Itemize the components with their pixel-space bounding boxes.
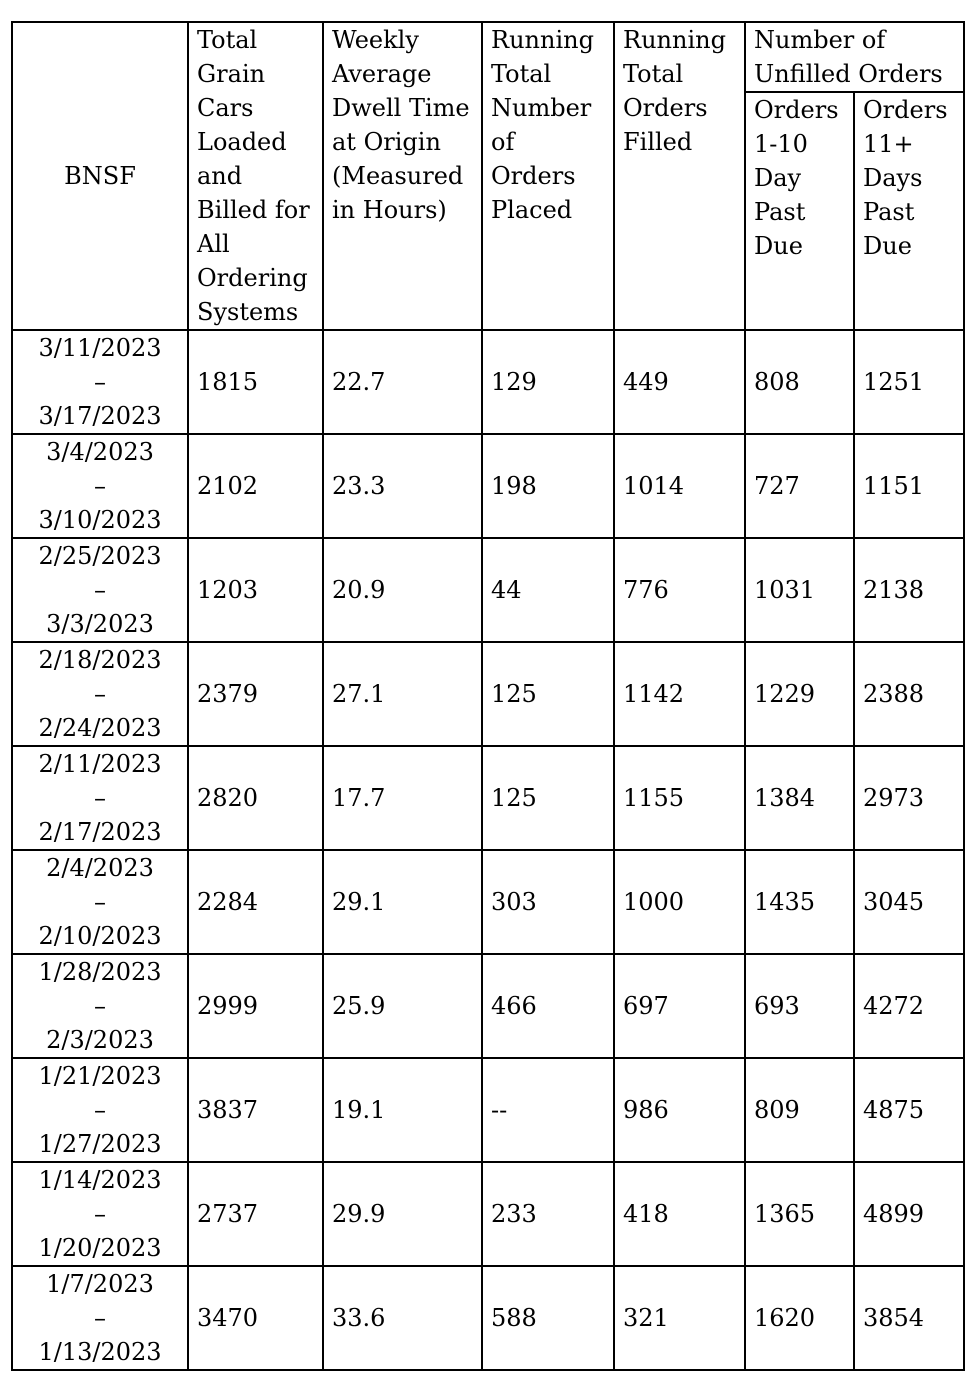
- header-orders-placed: Running Total Number of Orders Placed: [482, 22, 614, 330]
- date-separator: –: [94, 888, 106, 916]
- cell-orders-placed: 44: [482, 538, 614, 642]
- cell-orders-11-plus-days: 4875: [854, 1058, 964, 1162]
- cell-total-cars: 2999: [188, 954, 323, 1058]
- cell-orders-1-10-days: 693: [745, 954, 854, 1058]
- cell-orders-1-10-days: 1031: [745, 538, 854, 642]
- cell-orders-placed: 466: [482, 954, 614, 1058]
- cell-orders-filled: 1014: [614, 434, 745, 538]
- cell-date-range: [12, 954, 188, 1058]
- date-end: 1/27/2023: [38, 1130, 162, 1158]
- cell-orders-placed: 588: [482, 1266, 614, 1370]
- date-separator: –: [94, 472, 106, 500]
- date-start: 1/14/2023: [38, 1166, 162, 1194]
- cell-orders-placed: 125: [482, 642, 614, 746]
- cell-date-range: [12, 1058, 188, 1162]
- cell-orders-11-plus-days: 2973: [854, 746, 964, 850]
- cell-dwell-time: 20.9: [323, 538, 482, 642]
- date-start: 3/4/2023: [46, 438, 154, 466]
- cell-date-range: [12, 1162, 188, 1266]
- cell-orders-11-plus-days: 2388: [854, 642, 964, 746]
- cell-orders-1-10-days: 1229: [745, 642, 854, 746]
- cell-orders-11-plus-days: 1151: [854, 434, 964, 538]
- header-orders-filled: Running Total Orders Filled: [614, 22, 745, 330]
- cell-orders-filled: 321: [614, 1266, 745, 1370]
- date-separator: –: [94, 1096, 106, 1124]
- table-row: [12, 434, 964, 538]
- date-separator: –: [94, 368, 106, 396]
- date-start: 2/11/2023: [38, 750, 162, 778]
- cell-total-cars: 2820: [188, 746, 323, 850]
- header-orders-11-plus-days: Orders 11+ Days Past Due: [854, 92, 964, 330]
- date-start: 2/4/2023: [46, 854, 154, 882]
- cell-orders-1-10-days: 809: [745, 1058, 854, 1162]
- cell-date-range: [12, 330, 188, 434]
- cell-orders-1-10-days: 808: [745, 330, 854, 434]
- date-end: 1/20/2023: [38, 1234, 162, 1262]
- date-start: 1/21/2023: [38, 1062, 162, 1090]
- cell-dwell-time: 22.7: [323, 330, 482, 434]
- cell-orders-11-plus-days: 3854: [854, 1266, 964, 1370]
- date-separator: –: [94, 680, 106, 708]
- cell-dwell-time: 33.6: [323, 1266, 482, 1370]
- cell-dwell-time: 27.1: [323, 642, 482, 746]
- date-separator: –: [94, 1304, 106, 1332]
- cell-dwell-time: 19.1: [323, 1058, 482, 1162]
- cell-orders-1-10-days: 1620: [745, 1266, 854, 1370]
- cell-orders-1-10-days: 1435: [745, 850, 854, 954]
- cell-total-cars: 3837: [188, 1058, 323, 1162]
- table-row: [12, 538, 964, 642]
- cell-orders-1-10-days: 1384: [745, 746, 854, 850]
- cell-orders-1-10-days: 727: [745, 434, 854, 538]
- cell-date-range: [12, 850, 188, 954]
- cell-total-cars: 2379: [188, 642, 323, 746]
- cell-orders-filled: 1000: [614, 850, 745, 954]
- table-row: [12, 850, 964, 954]
- cell-dwell-time: 29.1: [323, 850, 482, 954]
- header-orders-1-10-days: Orders 1-10 Day Past Due: [745, 92, 854, 330]
- table-header: [12, 22, 964, 330]
- cell-orders-placed: 303: [482, 850, 614, 954]
- cell-orders-filled: 1155: [614, 746, 745, 850]
- date-end: 3/10/2023: [38, 506, 162, 534]
- cell-orders-placed: 233: [482, 1162, 614, 1266]
- cell-orders-11-plus-days: 4899: [854, 1162, 964, 1266]
- cell-orders-placed: --: [482, 1058, 614, 1162]
- cell-total-cars: 1815: [188, 330, 323, 434]
- cell-total-cars: 1203: [188, 538, 323, 642]
- cell-orders-1-10-days: 1365: [745, 1162, 854, 1266]
- cell-orders-11-plus-days: 2138: [854, 538, 964, 642]
- date-separator: –: [94, 992, 106, 1020]
- date-start: 2/25/2023: [38, 542, 162, 570]
- cell-dwell-time: 25.9: [323, 954, 482, 1058]
- date-separator: –: [94, 1200, 106, 1228]
- cell-date-range: [12, 538, 188, 642]
- cell-orders-filled: 776: [614, 538, 745, 642]
- cell-orders-filled: 1142: [614, 642, 745, 746]
- cell-total-cars: 3470: [188, 1266, 323, 1370]
- cell-orders-placed: 129: [482, 330, 614, 434]
- date-end: 2/3/2023: [46, 1026, 154, 1054]
- header-total-grain-cars: Total Grain Cars Loaded and Billed for All Ordering Systems: [188, 22, 323, 330]
- cell-date-range: [12, 434, 188, 538]
- cell-dwell-time: 23.3: [323, 434, 482, 538]
- date-end: 3/17/2023: [38, 402, 162, 430]
- date-end: 2/24/2023: [38, 714, 162, 742]
- cell-date-range: [12, 1266, 188, 1370]
- cell-orders-placed: 198: [482, 434, 614, 538]
- date-start: 1/7/2023: [46, 1270, 154, 1298]
- cell-date-range: [12, 746, 188, 850]
- cell-orders-filled: 986: [614, 1058, 745, 1162]
- table-row: [12, 746, 964, 850]
- cell-total-cars: 2737: [188, 1162, 323, 1266]
- date-end: 1/13/2023: [38, 1338, 162, 1366]
- header-unfilled-orders: Number of Unfilled Orders: [745, 22, 964, 92]
- table-row: [12, 1058, 964, 1162]
- date-end: 2/17/2023: [38, 818, 162, 846]
- table-row: [12, 954, 964, 1058]
- grain-car-table: [11, 21, 965, 1371]
- cell-orders-filled: 418: [614, 1162, 745, 1266]
- cell-orders-placed: 125: [482, 746, 614, 850]
- cell-date-range: [12, 642, 188, 746]
- cell-orders-filled: 697: [614, 954, 745, 1058]
- date-separator: –: [94, 576, 106, 604]
- cell-orders-11-plus-days: 1251: [854, 330, 964, 434]
- header-bnsf: BNSF: [12, 22, 188, 330]
- header-row: [12, 22, 964, 92]
- table-row: [12, 1162, 964, 1266]
- date-start: 2/18/2023: [38, 646, 162, 674]
- table-row: [12, 1266, 964, 1370]
- cell-orders-11-plus-days: 4272: [854, 954, 964, 1058]
- cell-dwell-time: 17.7: [323, 746, 482, 850]
- cell-orders-11-plus-days: 3045: [854, 850, 964, 954]
- date-start: 1/28/2023: [38, 958, 162, 986]
- table-body: [12, 330, 964, 1370]
- cell-dwell-time: 29.9: [323, 1162, 482, 1266]
- header-dwell-time: Weekly Average Dwell Time at Origin (Measured in Hours): [323, 22, 482, 330]
- table-row: [12, 642, 964, 746]
- date-end: 3/3/2023: [46, 610, 154, 638]
- date-end: 2/10/2023: [38, 922, 162, 950]
- date-separator: –: [94, 784, 106, 812]
- cell-orders-filled: 449: [614, 330, 745, 434]
- cell-total-cars: 2102: [188, 434, 323, 538]
- date-start: 3/11/2023: [38, 334, 162, 362]
- table-row: [12, 330, 964, 434]
- cell-total-cars: 2284: [188, 850, 323, 954]
